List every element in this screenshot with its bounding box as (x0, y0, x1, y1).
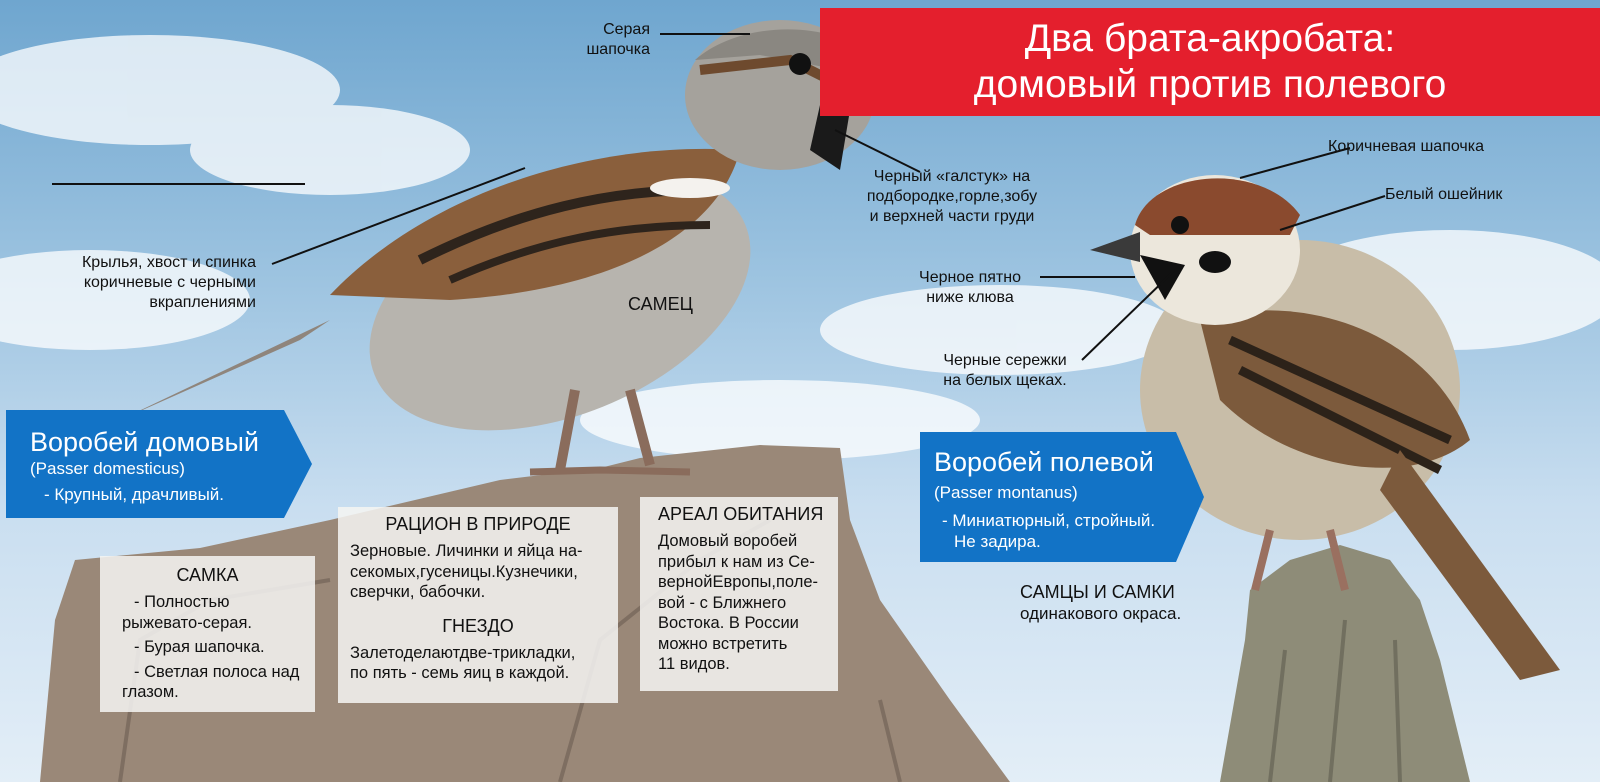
tree-sparrow-desc-2: Не задира. (954, 532, 1041, 551)
tree-sparrow-latin: (Passer montanus) (934, 483, 1078, 502)
female-heading: САМКА (176, 565, 239, 585)
label-black-spot: Черное пятно ниже клюва (919, 269, 1021, 306)
label-white-collar: Белый ошейник (1385, 186, 1503, 203)
house-sparrow-desc: - Крупный, драчливый. (44, 485, 225, 504)
tree-sparrow-name: Воробей полевой (934, 447, 1154, 477)
same-coloring-note: САМЦЫ И САМКИ одинакового окраса. (1020, 582, 1182, 623)
habitat-heading: АРЕАЛ ОБИТАНИЯ (658, 504, 824, 524)
house-sparrow-name: Воробей домовый (30, 427, 259, 457)
house-sparrow-banner (30, 426, 259, 505)
female-box: САМКА - Полностью рыжевато-серая. - Бурая шапочка. - Светлая полоса над глазом. (100, 556, 315, 712)
main-title (820, 8, 1600, 116)
label-black-tie: Черный «галстук» на подбородке,горле,зобу и верхней части груди (866, 168, 1038, 225)
label-brown-cap: Коричневая шапочка (1328, 138, 1484, 155)
label-gray-cap: Серая шапочка (586, 21, 650, 58)
label-wings: Крылья, хвост и спинка коричневые с черными вкраплениями (81, 254, 256, 311)
title-line-1: Два брата-акробата: (1024, 17, 1396, 60)
tree-sparrow-desc-1: - Миниатюрный, стройный. (942, 511, 1156, 530)
nest-heading: ГНЕЗДО (442, 615, 514, 636)
diet-box: РАЦИОН В ПРИРОДЕ Зерновые. Личинки и яйца на- секомых,гусеницы.Кузнечики, сверчки, бабочки. ГНЕЗДО Залетоделаютдве-трикладки, по пять - семь яиц в каждой. (338, 507, 618, 703)
diet-heading: РАЦИОН В ПРИРОДЕ (385, 514, 571, 534)
habitat-box: АРЕАЛ ОБИТАНИЯ Домовый воробей прибыл к нам из Се- вернойЕвропы,поле- вой - с Ближнего Востока. В России можно встретить 11 видов. (640, 497, 838, 691)
label-male: САМЕЦ (628, 294, 693, 314)
label-earrings: Черные сережки на белых щеках. (943, 352, 1067, 389)
house-sparrow-latin: (Passer domesticus) (30, 459, 185, 478)
tree-sparrow-banner (934, 446, 1155, 552)
title-line-2: домовый против полевого (973, 63, 1447, 106)
